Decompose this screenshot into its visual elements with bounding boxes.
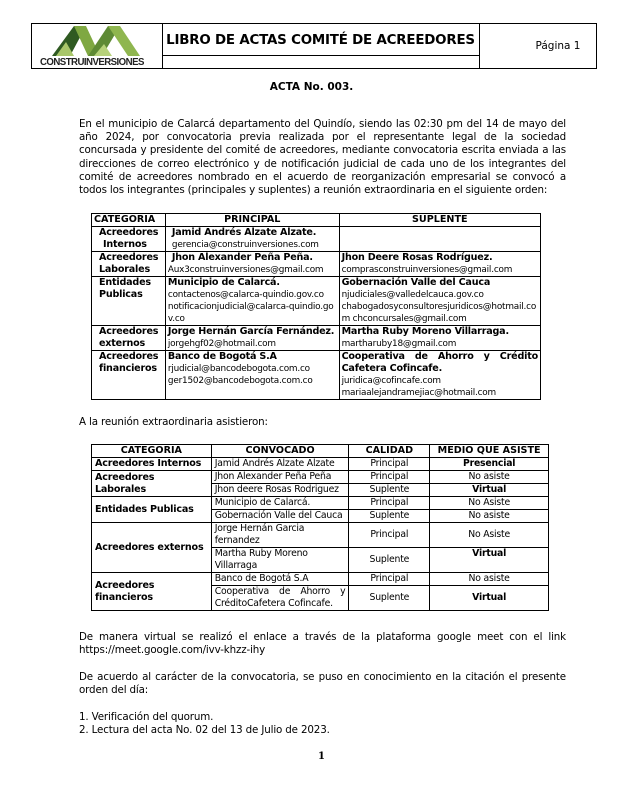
header-divider — [31, 23, 32, 69]
principal-email: notificacionjudicial@calarca-quindio.gov.co — [167, 302, 334, 324]
table-row — [92, 471, 549, 484]
suplente-email: martharuby18@gmail.com — [341, 339, 457, 349]
committee-table — [91, 213, 541, 400]
table-row — [92, 573, 549, 586]
principal-email: jorgehgf02@hotmail.com — [167, 339, 276, 349]
logo-text: CONSTRUINVERSIONES — [40, 56, 144, 68]
category-cell — [92, 252, 166, 277]
table-header-row — [92, 214, 541, 227]
calidad-cell: Principal — [349, 573, 430, 586]
suplente-cell — [339, 277, 540, 326]
medio-cell: Virtual — [430, 548, 549, 573]
principal-email: rjudicial@bancodebogota.com.co — [167, 364, 310, 374]
medio-cell: No Asiste — [430, 497, 549, 510]
attendance-intro: A la reunión extraordinaria asistieron: — [79, 416, 268, 428]
category-line: Acreedores — [99, 227, 159, 238]
header-divider — [479, 23, 480, 69]
principal-name: Jamid Andrés Alzate Alzate. — [171, 227, 317, 238]
category-line: Acreedores — [99, 351, 159, 362]
column-header: CATEGORIA — [92, 214, 166, 227]
agenda-intro: De acuerdo al carácter de la convocatoria, se puso en conocimiento en la citación el presente orden del día: — [79, 671, 566, 697]
calidad-cell: Principal — [349, 523, 430, 548]
convocado-cell: Jamid Andrés Alzate Alzate — [211, 458, 349, 471]
logo-mountains-icon — [52, 26, 142, 56]
suplente-name: Cooperativa de Ahorro y Crédito Cafetera Cofincafe. — [341, 351, 538, 374]
category-line: Internos — [103, 239, 147, 250]
convocado-cell: Gobernación Valle del Cauca — [211, 510, 349, 523]
column-header: CALIDAD — [349, 445, 430, 458]
category-cell: Acreedores Internos — [92, 458, 212, 471]
principal-email: Aux3construinversiones@gmail.com — [167, 265, 324, 275]
principal-name: Jorge Hernán García Fernández. — [167, 326, 335, 337]
page-label: Página 1 — [535, 40, 581, 52]
calidad-cell: Principal — [349, 458, 430, 471]
calidad-cell: Suplente — [349, 484, 430, 497]
acta-title: ACTA No. 003. — [269, 81, 354, 93]
document-title: LIBRO DE ACTAS COMITÉ DE ACREEDORES — [166, 33, 475, 48]
header-border-bottom — [31, 68, 597, 69]
suplente-cell — [339, 351, 540, 400]
agenda-item: 1. Verificación del quorum. — [79, 711, 214, 723]
principal-name: Municipio de Calarcá. — [167, 277, 280, 288]
table-row — [92, 458, 549, 471]
medio-cell: Presencial — [430, 458, 549, 471]
column-header: CATEGORIA — [92, 445, 212, 458]
suplente-cell — [339, 326, 540, 351]
calidad-cell: Suplente — [349, 510, 430, 523]
convocado-cell: Jhon deere Rosas Rodriguez — [211, 484, 349, 497]
virtual-meeting-paragraph: De manera virtual se realizó el enlace a través de la plataforma google meet con el link https://meet.google.com/ivv-khzz-ihy — [79, 631, 566, 657]
convocado-cell: Martha Ruby Moreno Villarraga — [211, 548, 349, 573]
table-row — [92, 326, 541, 351]
category-cell: Entidades Publicas — [92, 497, 212, 523]
principal-email: contactenos@calarca-quindio.gov.co — [167, 290, 324, 300]
convocado-cell: Jhon Alexander Peña Peña — [211, 471, 349, 484]
table-row — [92, 497, 549, 510]
principal-email: gerencia@construinversiones.com — [171, 240, 319, 250]
calidad-cell: Principal — [349, 497, 430, 510]
suplente-email: chabogadosyconsultoresjuridicos@hotmail.com chconcursales@gmail.com — [341, 302, 537, 324]
convocado-cell: Cooperativa de Ahorro y CréditoCafetera Cofincafe. — [211, 586, 349, 611]
medio-cell: Virtual — [430, 484, 549, 497]
calidad-cell: Suplente — [349, 586, 430, 611]
principal-cell — [165, 277, 339, 326]
suplente-email: mariaalejandramejiac@hotmail.com — [341, 388, 496, 398]
category-cell: Acreedores Laborales — [92, 471, 212, 497]
medio-cell: No Asiste — [430, 523, 549, 548]
document-header — [31, 23, 597, 69]
table-row — [92, 351, 541, 400]
agenda-list — [79, 711, 330, 737]
suplente-name: Martha Ruby Moreno Villarraga. — [341, 326, 509, 337]
suplente-email: njudiciales@valledelcauca.gov.co — [341, 290, 484, 300]
column-header: SUPLENTE — [339, 214, 540, 227]
principal-cell — [165, 252, 339, 277]
principal-cell — [165, 227, 339, 252]
table-row — [92, 227, 541, 252]
page-number: 1 — [318, 751, 325, 762]
medio-cell: Virtual — [430, 586, 549, 611]
convocado-cell: Banco de Bogotá S.A — [211, 573, 349, 586]
header-title-underline — [162, 55, 479, 56]
category-line: externos — [99, 338, 146, 349]
category-cell — [92, 277, 166, 326]
principal-email: ger1502@bancodebogota.com.co — [167, 376, 313, 386]
category-line: Laborales — [99, 264, 150, 275]
agenda-item: 2. Lectura del acta No. 02 del 13 de Julio de 2023. — [79, 724, 330, 737]
table-row — [92, 252, 541, 277]
category-cell — [92, 351, 166, 400]
medio-cell: No asiste — [430, 471, 549, 484]
header-border-top — [31, 23, 597, 24]
medio-cell: No asiste — [430, 573, 549, 586]
company-logo — [40, 26, 152, 68]
table-header-row — [92, 445, 549, 458]
category-cell — [92, 326, 166, 351]
column-header: CONVOCADO — [211, 445, 349, 458]
suplente-cell — [339, 227, 540, 252]
suplente-cell — [339, 252, 540, 277]
category-cell: Acreedores financieros — [92, 573, 212, 611]
table-row — [92, 523, 549, 548]
suplente-name: Jhon Deere Rosas Rodríguez. — [341, 252, 493, 263]
principal-name: Banco de Bogotá S.A — [167, 351, 277, 362]
column-header: MEDIO QUE ASISTE — [430, 445, 549, 458]
principal-name: Jhon Alexander Peña Peña. — [171, 252, 313, 263]
calidad-cell: Principal — [349, 471, 430, 484]
attendance-table — [91, 444, 549, 611]
suplente-email: juridica@cofincafe.com — [341, 376, 441, 386]
column-header: PRINCIPAL — [165, 214, 339, 227]
convocado-cell: Jorge Hernán Garcia fernandez — [211, 523, 349, 548]
category-line: Publicas — [99, 289, 143, 300]
suplente-name: Gobernación Valle del Cauca — [341, 277, 491, 288]
category-cell: Acreedores externos — [92, 523, 212, 573]
suplente-email: comprasconstruinversiones@gmail.com — [341, 265, 513, 275]
convocado-cell: Municipio de Calarcá. — [211, 497, 349, 510]
intro-paragraph: En el municipio de Calarcá departamento del Quindío, siendo las 02:30 pm del 14 de mayo del año 2024, por convocatoria previa realizada por el representante legal de la sociedad concursada y presidente del comité de acreedores, mediante convocatoria escrita enviada a las direcciones de correo electrónico y de notificación judicial de cada uno de los integrantes del comité de acreedores nombrado en el acuerdo de reorganización empresarial se convocó a todos los integrantes (principales y suplentes) a reunión extraordinaria en el siguiente orden: — [79, 118, 566, 197]
principal-cell — [165, 326, 339, 351]
category-cell — [92, 227, 166, 252]
calidad-cell: Suplente — [349, 548, 430, 573]
category-line: Entidades — [99, 277, 151, 288]
category-line: Acreedores — [99, 252, 159, 263]
category-line: financieros — [99, 363, 157, 374]
table-row — [92, 277, 541, 326]
medio-cell: No asiste — [430, 510, 549, 523]
category-line: Acreedores — [99, 326, 159, 337]
principal-cell — [165, 351, 339, 400]
